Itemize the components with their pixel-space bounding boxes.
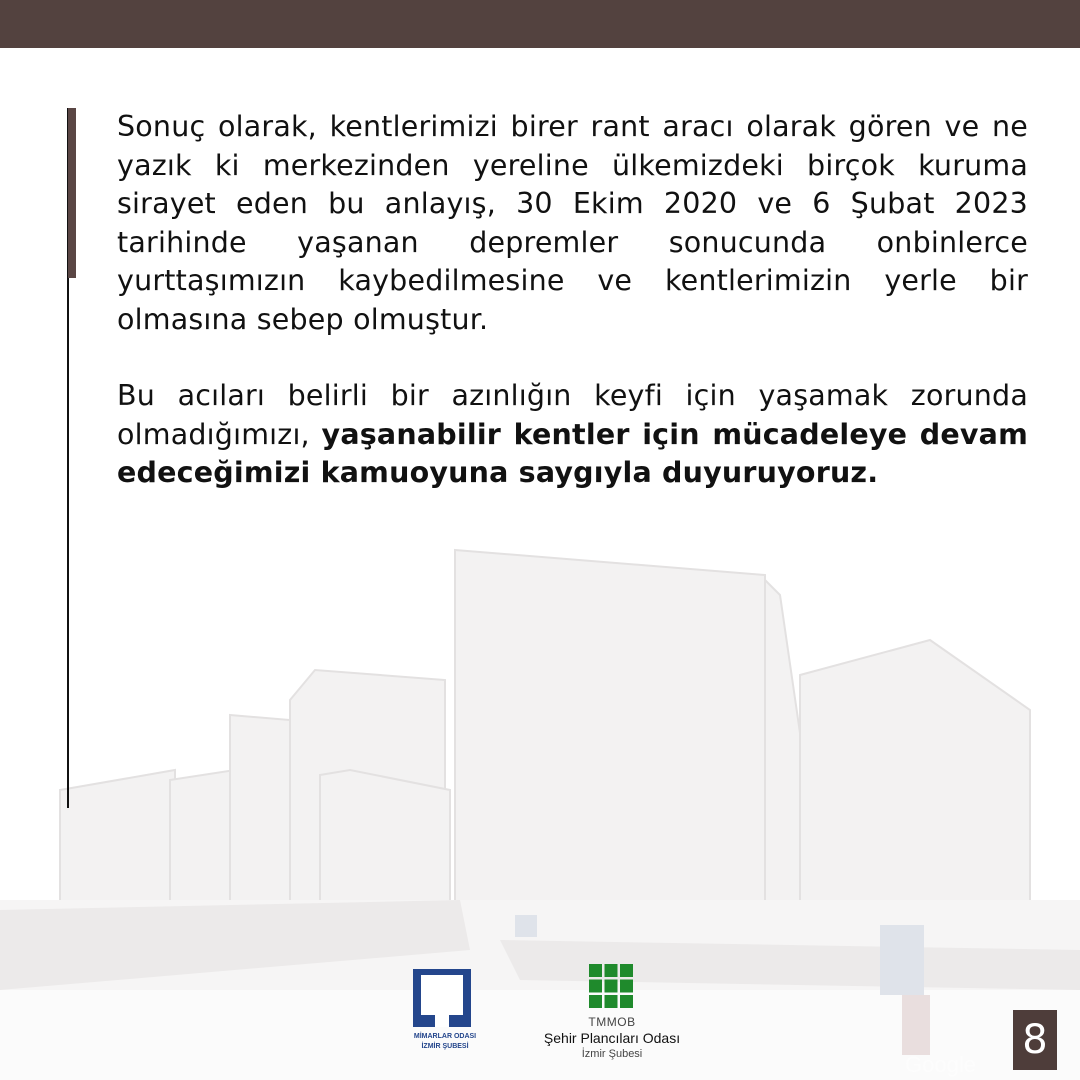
vertical-rule-accent [68,108,76,278]
paragraph-2-regular: Bu acıları belirli bir azınlığın keyfi için yaşamak zorunda olmadığımızı, [117,379,1028,451]
paragraph-2 [117,377,1028,493]
square-bracket-icon [411,967,473,1029]
google-watermark: Google [905,1052,976,1077]
sehir-plancilari-logo [524,962,700,1062]
body-text [117,108,1028,493]
sehir-logo-line2: Şehir Plancıları Odası [543,1030,681,1046]
mimarlar-odasi-logo [409,967,481,1057]
mimarlar-logo-line1: MİMARLAR ODASI [413,1033,477,1040]
green-grid-icon [589,964,633,1008]
top-band [0,0,1080,48]
paragraph-1: Sonuç olarak, kentlerimizi birer rant aracı olarak gören ve ne yazık ki merkezinden yereline ülkemizdeki birçok kuruma sirayet eden bu anlayış, 30 Ekim 2020 ve 6 Şubat 2023 tarihinde yaşanan depremler sonucunda onbinlerce yurttaşımızın kaybedilmesine ve kentlerimizin yerle bir olmasına sebep olmuştur. [117,110,1028,336]
page-number: 8 [1013,1010,1057,1070]
sehir-logo-line1: TMMOB [588,1015,636,1029]
sehir-logo-line3: İzmir Şubesi [581,1048,643,1060]
paragraph-2-bold: yaşanabilir kentler için mücadeleye devam edeceğimizi kamuoyuna saygıyla duyuruyoruz. [117,417,1028,489]
mimarlar-logo-line2: İZMİR ŞUBESİ [421,1043,469,1050]
